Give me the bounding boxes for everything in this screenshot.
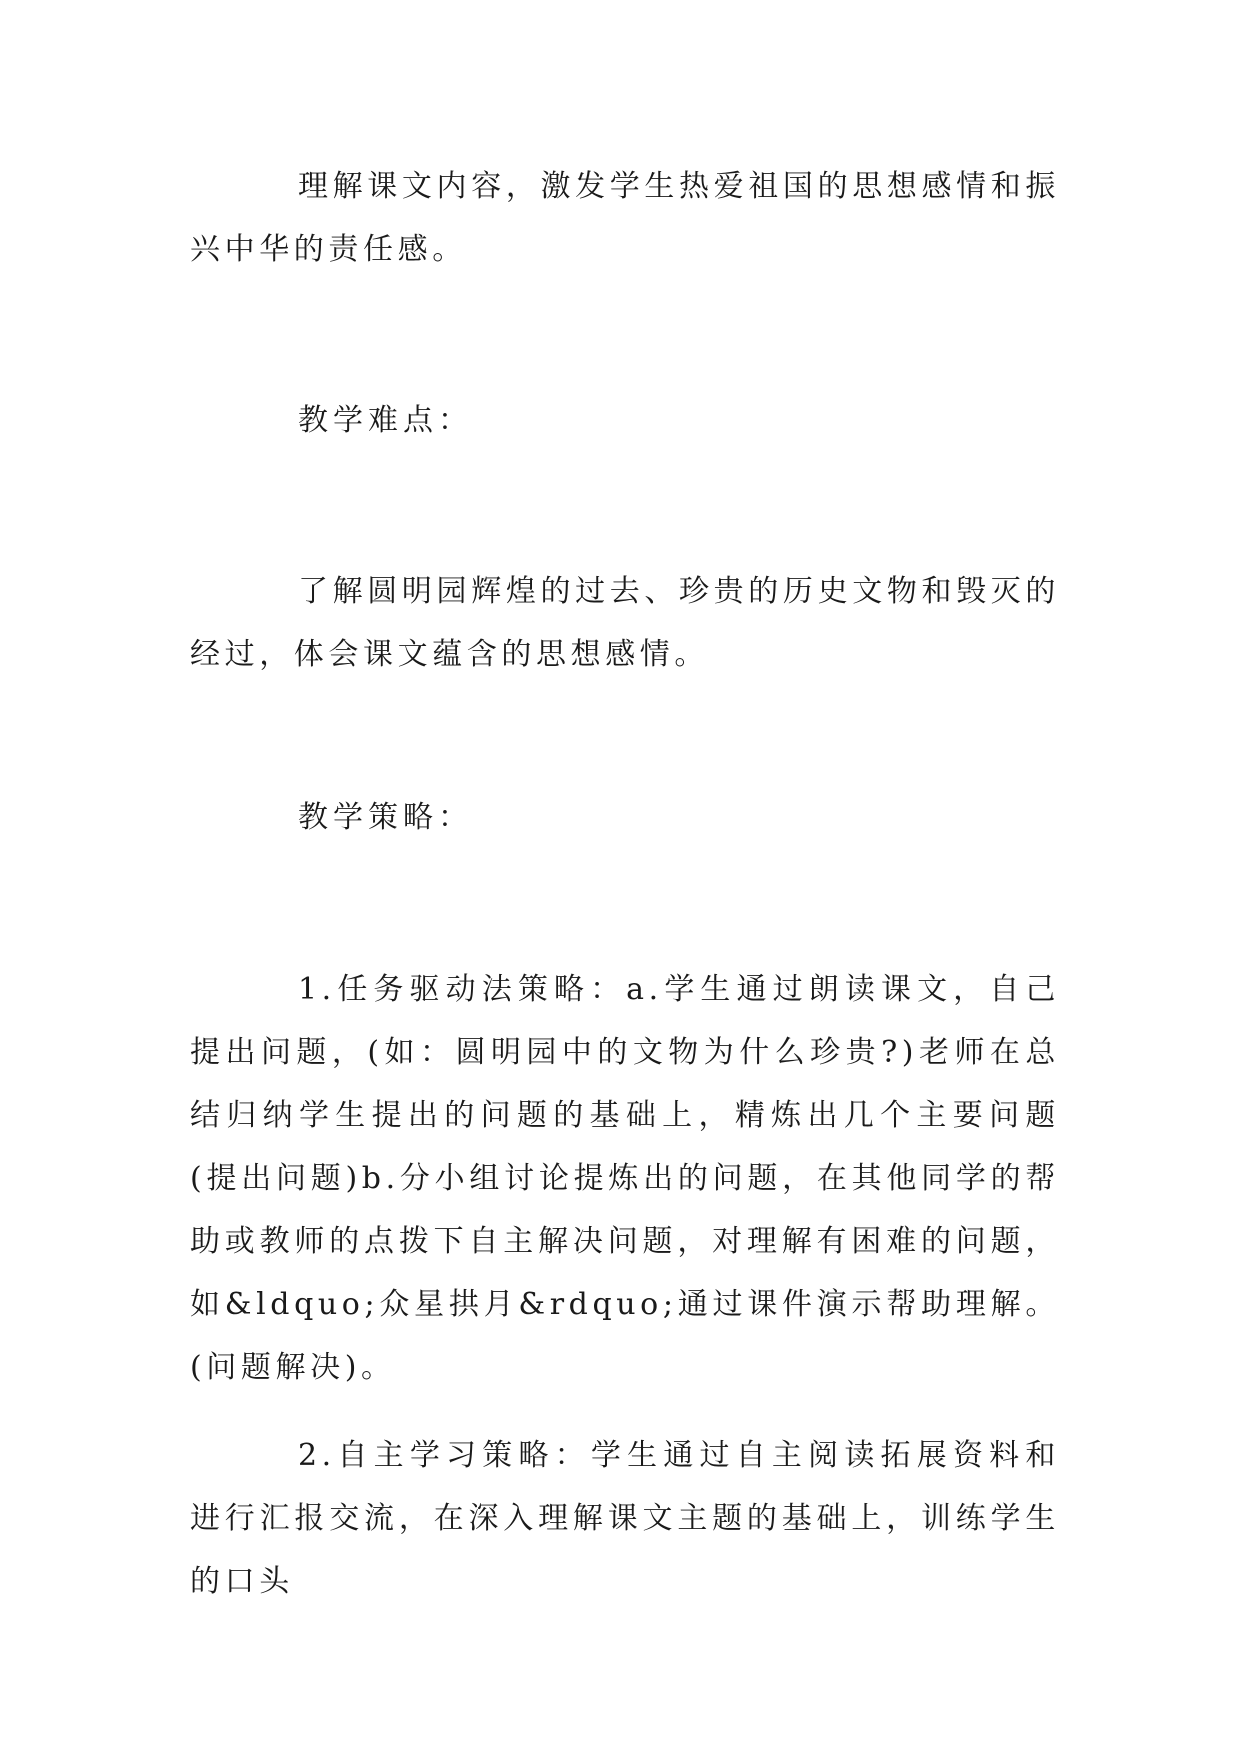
paragraph-teaching-goal: 理解课文内容，激发学生热爱祖国的思想感情和振兴中华的责任感。 <box>190 169 1060 267</box>
paragraph-teaching-difficulty: 了解圆明园辉煌的过去、珍贵的历史文物和毁灭的经过，体会课文蕴含的思想感情。 <box>190 574 1060 672</box>
paragraph-strategy-task-driven: 1.任务驱动法策略：a.学生通过朗读课文，自己提出问题，(如：圆明园中的文物为什么珍贵?)老师在总结归纳学生提出的问题的基础上，精炼出几个主要问题(提出问题)b.分小组讨论提炼出的问题，在其他同学的帮助或教师的点拨下自主解决问题，对理解有困难的问题，如&ldquo;众星拱月&rdquo;通过课件演示帮助理解。(问题解决)。 <box>190 972 1060 1385</box>
paragraph-strategy-self-study: 2.自主学习策略：学生通过自主阅读拓展资料和进行汇报交流，在深入理解课文主题的基础上，训练学生的口头 <box>190 1438 1060 1599</box>
heading-teaching-strategy: 教学策略： <box>298 800 473 835</box>
heading-teaching-difficulty: 教学难点： <box>298 403 473 438</box>
